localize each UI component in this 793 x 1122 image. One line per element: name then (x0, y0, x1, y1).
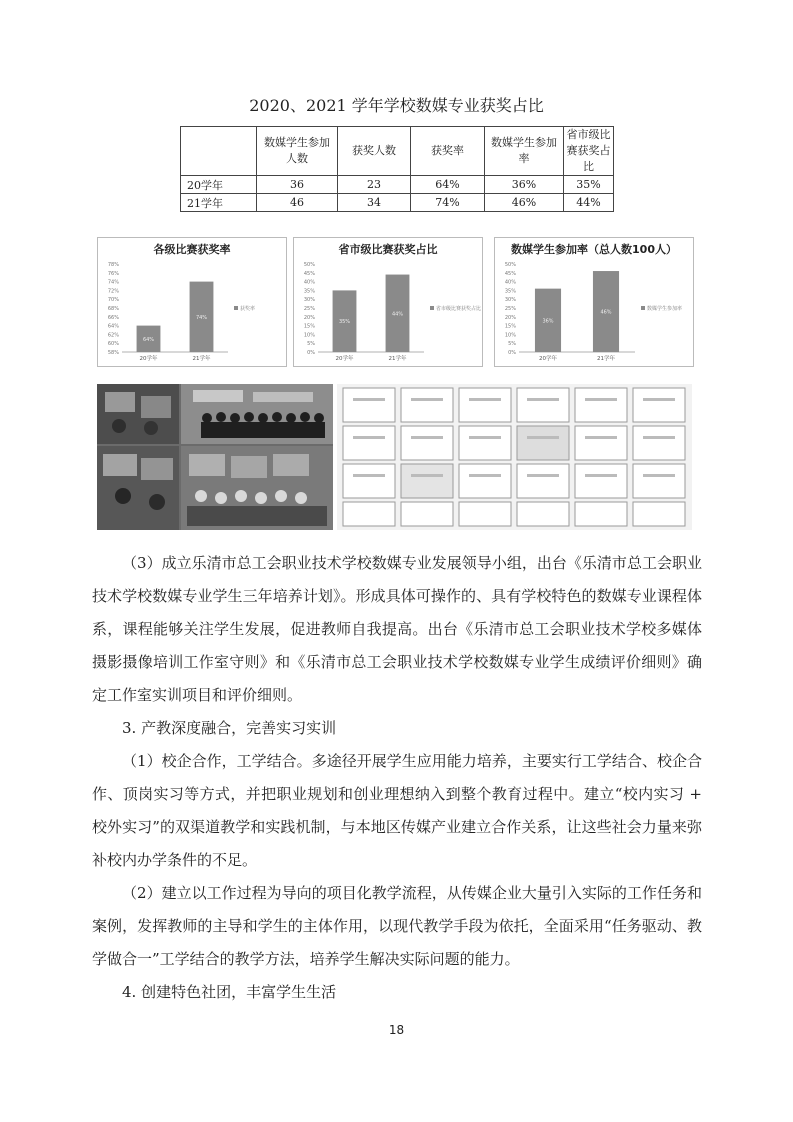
y-tick-label: 25% (303, 306, 315, 312)
paragraph-leadership-group: （3）成立乐清市总工会职业技术学校数媒专业发展领导小组，出台《乐清市总工会职业技术学校数媒专业学生三年培养计划》。形成具体可操作的、具有学校特色的数媒专业课程体系，课程能够关注学生发展，促进教师自我提高。出台《乐清市总工会职业技术学校多媒体摄影摄像培训工作室守则》和《乐清市总工会职业技术学校数媒专业学生成绩评价细则》确定工作室实训项目和评价细则。 (92, 554, 702, 704)
y-tick-label: 60% (107, 341, 119, 348)
y-tick-label: 20% (504, 314, 516, 321)
provincial-award-chart (293, 237, 483, 367)
table-cell: 35% (564, 176, 614, 194)
legend-swatch (234, 306, 238, 310)
y-tick-label: 50% (504, 262, 516, 268)
award-rate-chart (97, 237, 287, 367)
x-tick-label: 20学年 (539, 356, 557, 362)
bar-data-label: 35% (338, 319, 351, 326)
certificates-collage (337, 384, 692, 530)
y-tick-label: 10% (303, 332, 315, 339)
chart-title: 数媒学生参加率（总人数100人） (511, 243, 677, 256)
table-row (181, 194, 614, 212)
legend-label: 获奖率 (240, 306, 256, 312)
table-cell: 34 (338, 194, 411, 212)
y-tick-label: 10% (504, 332, 516, 339)
table-cell: 21学年 (181, 194, 257, 212)
chart-title: 省市级比赛获奖占比 (338, 243, 438, 256)
y-tick-label: 15% (303, 323, 315, 330)
provincial-award-chart-svg (294, 238, 482, 366)
y-tick-label: 45% (303, 270, 315, 277)
legend-swatch (641, 306, 645, 310)
chart-title: 各级比赛获奖率 (153, 243, 231, 256)
bar-data-label: 74% (195, 314, 208, 321)
bar-data-label: 46% (600, 309, 612, 316)
participation-rate-chart (494, 237, 694, 367)
y-tick-label: 35% (504, 288, 516, 295)
paragraph-school-enterprise: （1）校企合作，工学结合。多途径开展学生应用能力培养，主要实行工学结合、校企合作、顶岗实习等方式，并把职业规划和创业理想纳入到整个教育过程中。建立“校内实习 + 校外实习”的双渠道教学和实践机制，与本地区传媒产业建立合作关系，让这些社会力量来弥补校内办学条件的不足。 (92, 752, 702, 869)
table-header-cell (181, 127, 257, 176)
table-cell: 46% (485, 194, 564, 212)
y-tick-label: 72% (107, 288, 119, 295)
training-photos-collage (97, 384, 333, 530)
table-header-cell: 数媒学生参加率 (485, 127, 564, 176)
y-tick-label: 62% (107, 332, 119, 339)
table-header-cell: 获奖人数 (338, 127, 411, 176)
y-tick-label: 78% (107, 262, 119, 268)
y-tick-label: 25% (504, 306, 516, 312)
y-tick-label: 74% (107, 279, 119, 286)
award-ratio-table (180, 126, 614, 212)
y-tick-label: 70% (107, 297, 119, 304)
award-rate-chart-svg (98, 238, 286, 366)
table-row (181, 176, 614, 194)
table-cell: 64% (411, 176, 485, 194)
y-tick-label: 0% (307, 350, 315, 356)
table-title: 2020、2021 学年学校数媒专业获奖占比 (249, 96, 544, 115)
table-cell: 36% (485, 176, 564, 194)
y-tick-label: 66% (107, 314, 119, 321)
y-tick-label: 76% (107, 270, 119, 277)
y-tick-label: 0% (508, 350, 516, 356)
section-heading-clubs: 4. 创建特色社团，丰富学生生活 (122, 983, 337, 1001)
y-tick-label: 20% (303, 314, 315, 321)
x-tick-label: 20学年 (335, 356, 354, 362)
participation-rate-chart-svg (495, 238, 693, 366)
x-tick-label: 20学年 (139, 356, 158, 362)
y-tick-label: 15% (504, 323, 516, 330)
section-heading-industry-education: 3. 产教深度融合，完善实习实训 (122, 719, 337, 737)
table-cell: 20学年 (181, 176, 257, 194)
legend-label: 省市级比赛获奖占比 (436, 306, 482, 312)
x-tick-label: 21学年 (388, 356, 407, 362)
paragraph-project-teaching: （2）建立以工作过程为导向的项目化教学流程，从传媒企业大量引入实际的工作任务和案例，发挥教师的主导和学生的主体作用，以现代教学手段为依托，全面采用“任务驱动、教学做合一”工学结合的教学方法，培养学生解决实际问题的能力。 (92, 884, 702, 968)
y-tick-label: 40% (303, 279, 315, 286)
bar-data-label: 36% (542, 318, 554, 325)
y-tick-label: 5% (307, 341, 315, 348)
table-cell: 36 (257, 176, 338, 194)
y-tick-label: 58% (107, 350, 119, 356)
table-header-cell: 省市级比赛获奖占比 (564, 127, 614, 176)
y-tick-label: 5% (508, 341, 516, 348)
y-tick-label: 50% (303, 262, 315, 268)
y-tick-label: 35% (303, 288, 315, 295)
table-header-cell: 获奖率 (411, 127, 485, 176)
y-tick-label: 30% (504, 297, 516, 304)
y-tick-label: 45% (504, 270, 516, 277)
table-cell: 74% (411, 194, 485, 212)
y-tick-label: 40% (504, 279, 516, 286)
page-number: 18 (388, 1023, 405, 1037)
y-tick-label: 64% (107, 323, 119, 330)
table-cell: 46 (257, 194, 338, 212)
x-tick-label: 21学年 (192, 356, 211, 362)
table-header-row (181, 127, 614, 176)
x-tick-label: 21学年 (597, 356, 615, 362)
bar-data-label: 64% (142, 336, 155, 343)
y-tick-label: 68% (107, 306, 119, 312)
y-tick-label: 30% (303, 297, 315, 304)
bar-data-label: 44% (391, 311, 404, 318)
table-cell: 23 (338, 176, 411, 194)
legend-label: 数媒学生参加率 (647, 306, 683, 312)
table-header-cell: 数媒学生参加人数 (257, 127, 338, 176)
table-cell: 44% (564, 194, 614, 212)
legend-swatch (430, 306, 434, 310)
